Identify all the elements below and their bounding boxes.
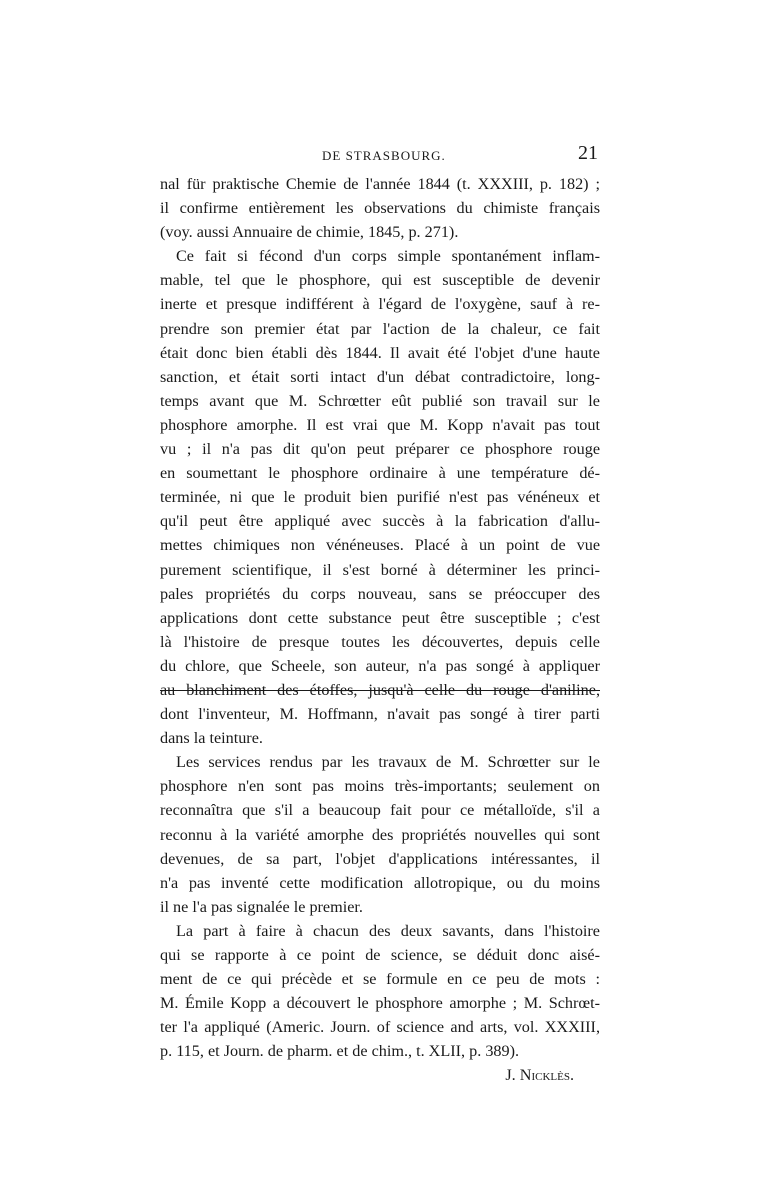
text-line: qui se rapporte à ce point de science, se déduit donc aisé- xyxy=(160,946,600,964)
text-line: temps avant que M. Schrœtter eût publié son travail sur le xyxy=(160,391,600,410)
text-line: M. Émile Kopp a découvert le phosphore amorphe ; M. Schrœt- xyxy=(160,994,600,1013)
text-line: qu'il peut être appliqué avec succès à la fabrication d'allu- xyxy=(160,512,600,531)
text-line: reconnaîtra que s'il a beaucoup fait pour ce métalloïde, s'il a xyxy=(160,801,600,820)
text-line: sanction, et était sorti intact d'un débat contradictoire, long- xyxy=(160,367,600,386)
paragraph-start: La part à faire à chacun des deux savants, dans l'histoire xyxy=(176,921,600,940)
text-line: il ne l'a pas signalée le premier. xyxy=(160,897,363,916)
text-line: mettes chimiques non vénéneuses. Placé à un point de vue xyxy=(160,536,600,555)
page-header xyxy=(160,142,600,166)
text-line: p. 115, et Journ. de pharm. et de chim., t. XLII, p. 389). xyxy=(160,1042,520,1061)
text-line: prendre son premier état par l'action de la chaleur, ce fait xyxy=(160,319,600,338)
text-line: là l'histoire de presque toutes les découvertes, depuis celle xyxy=(160,632,600,651)
text-line: nal für praktische Chemie de l'année 1844 (t. XXXIII, p. 182) ; xyxy=(160,175,600,193)
body-text xyxy=(160,172,600,1088)
text-line: vu ; il n'a pas dit qu'on peut préparer ce phosphore rouge xyxy=(160,440,600,459)
paragraph-start: Les services rendus par les travaux de M. Schrœtter sur le xyxy=(176,753,600,772)
text-line: phosphore n'en sont pas moins très-importants; seulement on xyxy=(160,777,600,796)
signature: J. Nicklès. xyxy=(505,1066,574,1085)
text-line: était donc bien établi dès 1844. Il avait été l'objet d'une haute xyxy=(160,343,600,362)
text-line: phosphore amorphe. Il est vrai que M. Kopp n'avait pas tout xyxy=(160,415,600,434)
text-line: mable, tel que le phosphore, qui est susceptible de devenir xyxy=(160,271,600,290)
text-line: (voy. aussi Annuaire de chimie, 1845, p. 271). xyxy=(160,223,459,242)
running-head: DE STRASBOURG. xyxy=(322,148,446,163)
text-line: pales propriétés du corps nouveau, sans se préoccuper des xyxy=(160,584,600,603)
text-line: du chlore, que Scheele, son auteur, n'a pas songé à appliquer xyxy=(160,656,600,675)
text-line: il confirme entièrement les observations du chimiste français xyxy=(160,199,600,218)
paragraph-start: Ce fait si fécond d'un corps simple spontanément inflam- xyxy=(176,247,600,266)
text-line: n'a pas inventé cette modification allotropique, ou du moins xyxy=(160,873,600,892)
text-line: ment de ce qui précède et se formule en ce peu de mots : xyxy=(160,970,600,989)
text-line: dont l'inventeur, M. Hoffmann, n'avait pas songé à tirer parti xyxy=(160,705,600,724)
text-line: ter l'a appliqué (Americ. Journ. of science and arts, vol. XXXIII, xyxy=(160,1018,600,1037)
text-line: reconnu à la variété amorphe des propriétés nouvelles qui sont xyxy=(160,825,600,844)
page-number: 21 xyxy=(578,142,598,164)
text-line: devenues, de sa part, l'objet d'applications intéressantes, il xyxy=(160,849,600,868)
struck-text-line: au blanchiment des étoffes, jusqu'à celle du rouge d'aniline, xyxy=(160,680,600,699)
text-line: terminée, ni que le produit bien purifié n'est pas vénéneux et xyxy=(160,488,600,507)
text-line: inerte et presque indifférent à l'égard de l'oxygène, sauf à re- xyxy=(160,295,600,314)
text-line: applications dont cette substance peut être susceptible ; c'est xyxy=(160,608,600,627)
text-line: purement scientifique, il s'est borné à déterminer les princi- xyxy=(160,560,600,579)
text-line: dans la teinture. xyxy=(160,729,263,748)
text-line: en soumettant le phosphore ordinaire à une température dé- xyxy=(160,464,600,483)
